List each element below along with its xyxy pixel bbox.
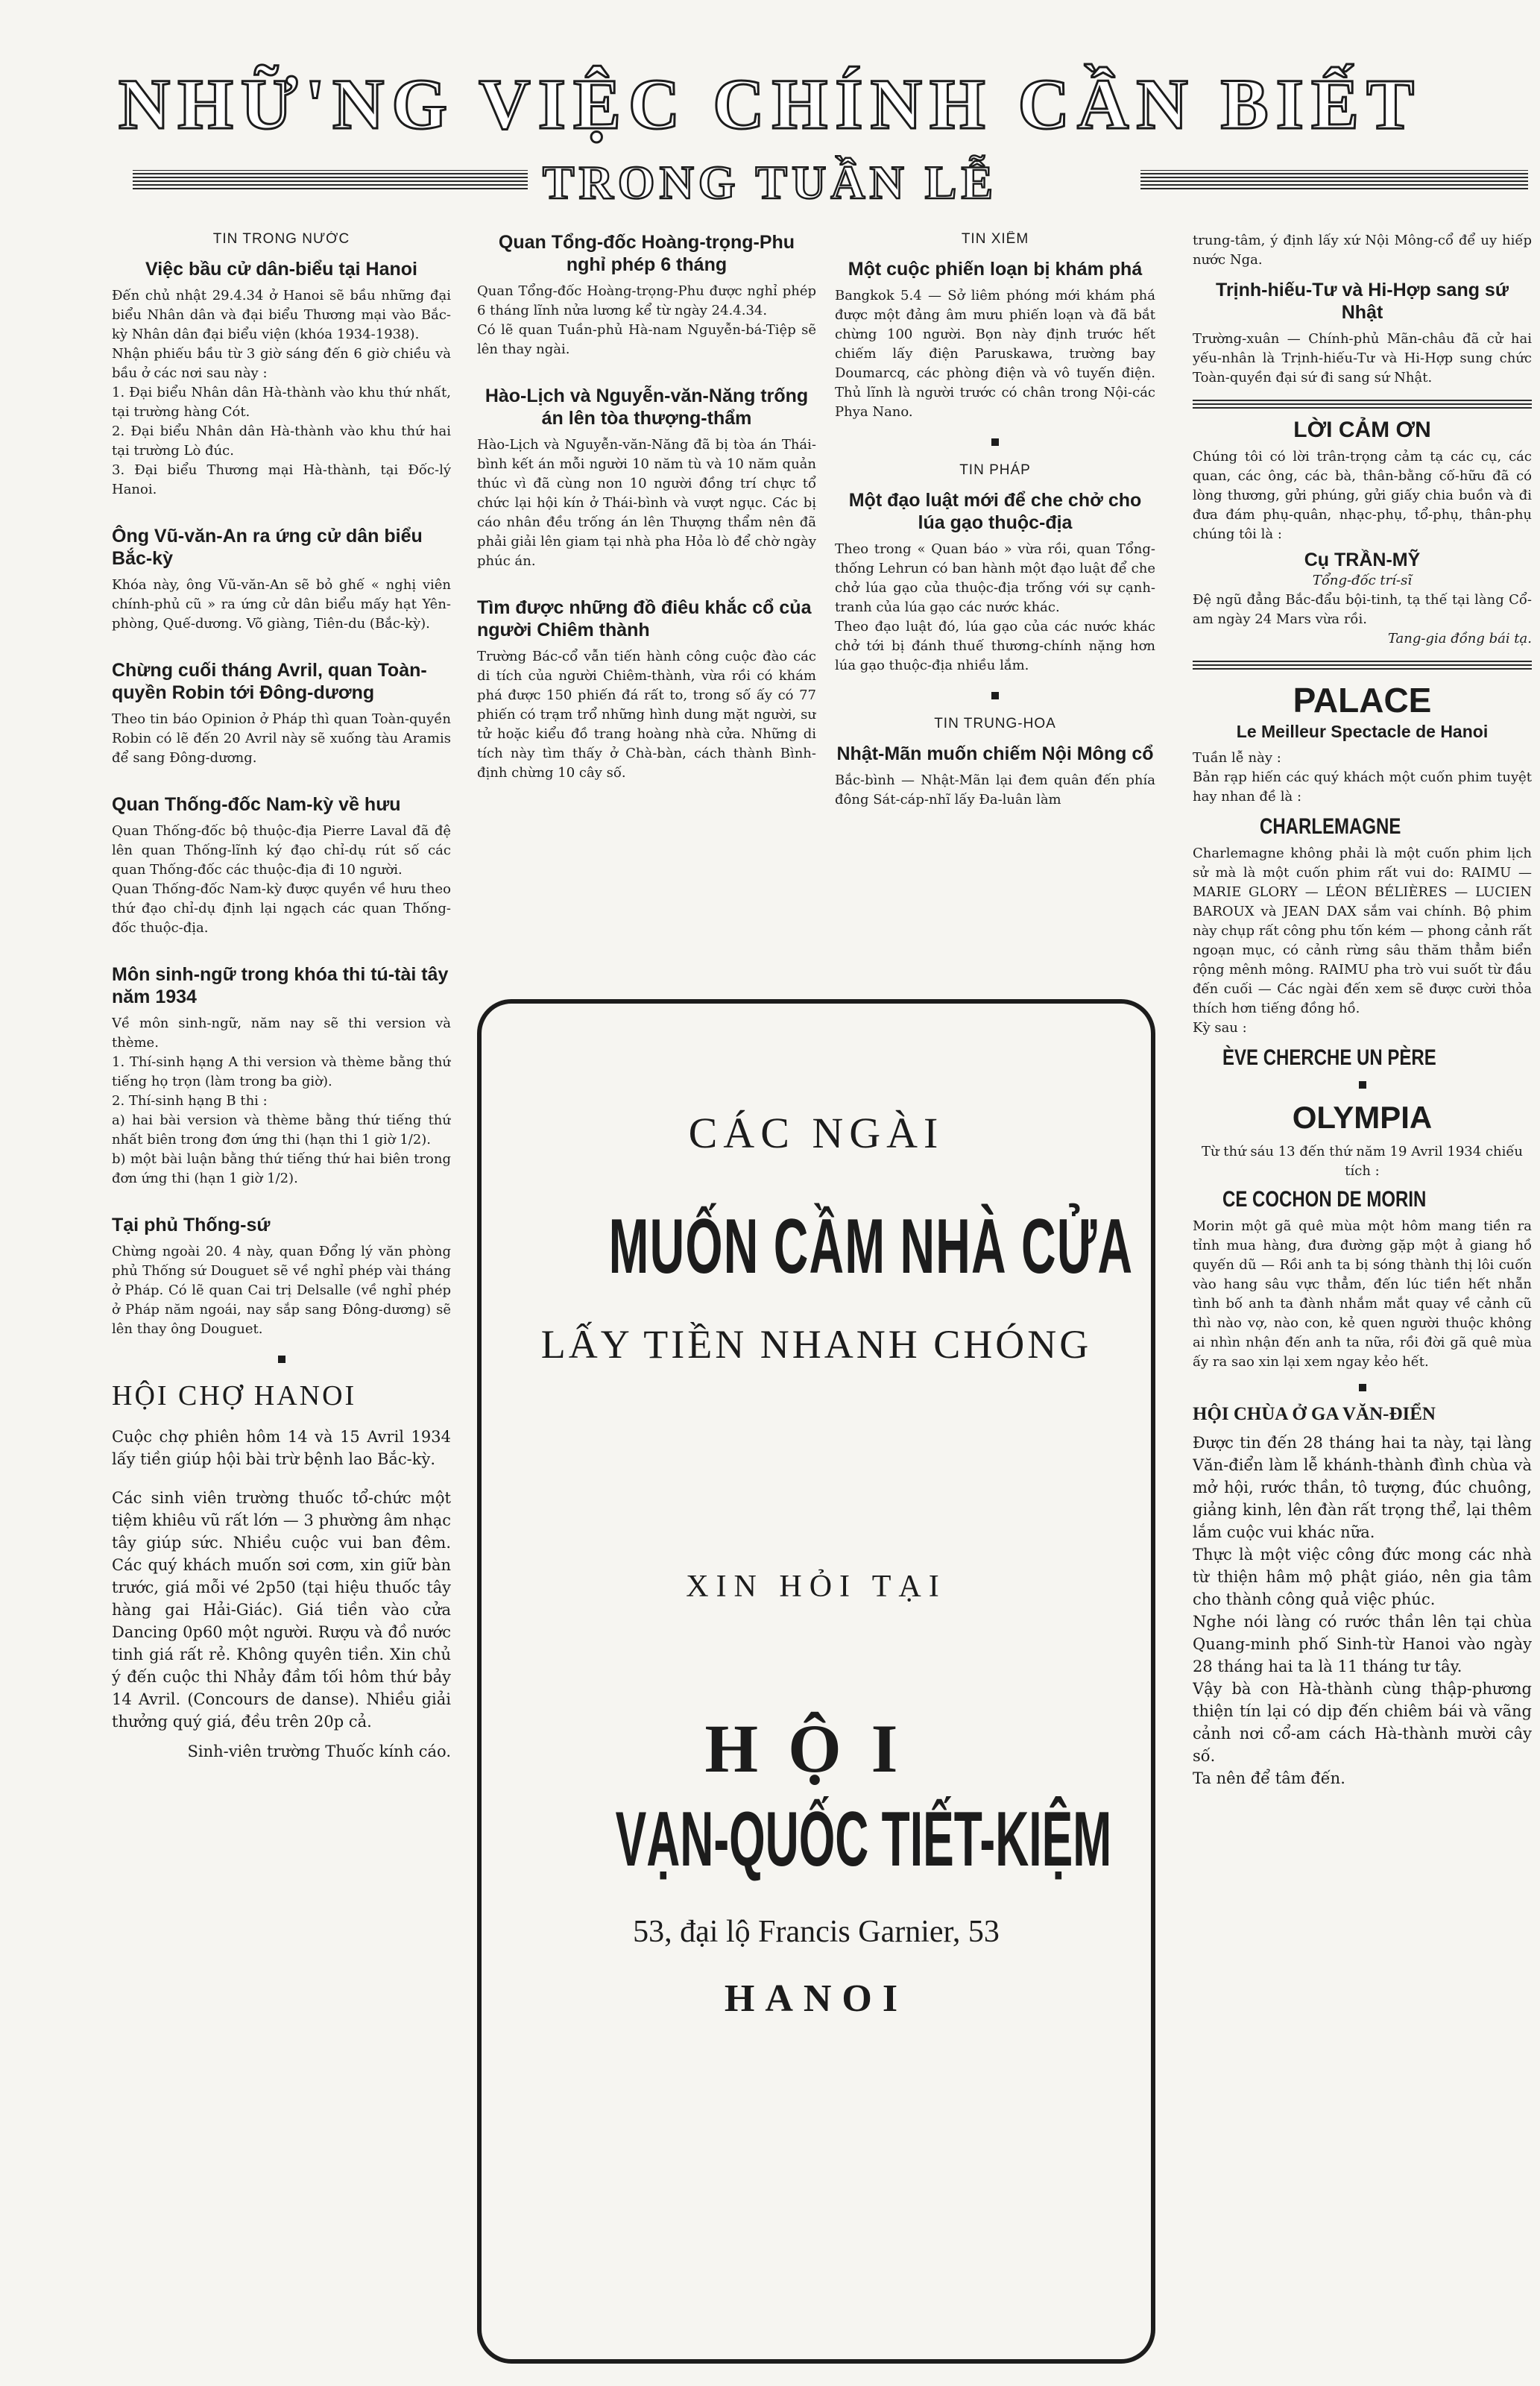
- headline: Việc bầu cử dân-biểu tại Hanoi: [145, 259, 417, 280]
- headline: Môn sinh-ngữ trong khóa thi tú-tài tây năm 1934: [112, 964, 449, 1007]
- paragraph: Charlemagne không phải là một cuốn phim lịch sử mà là một cuốn phim rất vui do: RAIMU — MARIE GLORY — LÉON BÉLIÈRES — LUCIEN BAROUX và JEAN DAX sắm vai chính. Bộ phim này chụp rất công phu tốn kém — phong cảnh rất ngoạn mục, có cảnh rừng sâu thăm thẳm biển rộng mênh mông. RAIMU pha trò vui suốt từ đầu đến cuối — Các ngài đến xem sẽ được cười thỏa thích hơn tiếng đồng hồ.: [1193, 846, 1532, 1016]
- masthead-title: NHỮ'NG VIỆC CHÍNH CẦN BIẾT: [118, 64, 1422, 144]
- film-title: CE COCHON DE MORIN: [1222, 1187, 1427, 1212]
- headline: Tìm được những đồ điêu khắc cổ của người Chiêm thành: [477, 597, 812, 640]
- section-france: TIN PHÁP: [959, 462, 1031, 478]
- column-domestic-news-2: [477, 231, 816, 992]
- cinema-palace-title: PALACE: [1293, 681, 1432, 720]
- paragraph: Các sinh viên trường thuốc tổ-chức một tiệm khiêu vũ rất lớn — 3 phường âm nhạc tây giúp sức. Nhiều cuộc vui ban đêm. Các quý khách muốn sơi cơm, xin giữ bàn trước, giá mỗi vé 2p50 (tại hiệu thuốc tây hàng gai Hải-Giác). Giá tiền vào cửa Dancing 0p60 một người. Rượu và đồ nước tinh giá rất rẻ. Không quyên tiền. Xin chủ ý đến cuộc thi Nhảy đầm tối hôm thứ bảy 14 Avril. (Concours de danse). Nhiều giải thưởng quý giá, đều trên 20p cả.: [112, 1489, 451, 1731]
- paragraph: Bangkok 5.4 — Sở liêm phóng mới khám phá được một đảng âm mưu phiến loạn và đã bắt chừng 100 người. Bọn này định trước hết chiếm lấy điện Paruskawa, trường bay Doumarcq, các phòng điện và vô tuyến điện. Thủ lĩnh là người trước có chân trong Nội-các Phya Nano.: [835, 288, 1155, 420]
- paragraph: Từ thứ sáu 13 đến thứ năm 19 Avril 1934 chiếu tích :: [1201, 1144, 1524, 1179]
- paragraph: Đệ ngũ đẳng Bắc-đẩu bội-tinh, tạ thế tại làng Cổ-am ngày 24 Mars vừa rồi.: [1193, 592, 1532, 627]
- paragraph: Ta nên để tâm đến.: [1193, 1769, 1345, 1787]
- paragraph: a) hai bài version và thème bằng thứ tiếng thứ nhất biên trong đơn ứng thi (hạn thi 1 giờ 1/2).: [112, 1112, 451, 1148]
- paragraph: Cuộc chợ phiên hôm 14 và 15 Avril 1934 lấy tiền giúp hội bài trừ bệnh lao Bắc-kỳ.: [112, 1428, 451, 1468]
- ad-line: HỘI: [704, 1710, 928, 1787]
- paragraph: Theo trong « Quan báo » vừa rồi, quan Tổng-thống Lehrun có ban hành một đạo luật để che chở lúa gạo của thuộc-địa trống với sự cạnh-tranh của lúa gạo các nước khác.: [835, 541, 1155, 615]
- paragraph: Được tin đến 28 tháng hai ta này, tại làng Văn-điển làm lễ khánh-thành đình chùa và mở hội, rước thần, tô tượng, đúc chuông, giảng kinh, lên đàn rất trọng thể, lại thêm lắm cuộc vui khác nữa.: [1193, 1434, 1532, 1541]
- cinema-palace-subtitle: Le Meilleur Spectacle de Hanoi: [1236, 722, 1489, 741]
- signature: Tang-gia đồng bái tạ.: [1387, 631, 1532, 646]
- ad-address: 53, đại lộ Francis Garnier, 53: [633, 1915, 1000, 1949]
- paragraph: Morin một gã quê mùa một hôm mang tiền ra tỉnh mua hàng, đưa đường gặp một ả giang hồ quyến dũ — Rồi anh ta bị sóng thành thị lôi cuốn vào hang sâu vực thẳm, đến lúc tiền hết nhẵn tình bố anh ta đành nhắm mắt quay về cảnh cũ thì nào vợ, nào con, kẻ quen người thuộc không ai nhìn nhận đến anh ta nữa, rồi đời gã quê mùa ấy ra sao xin lại xem ngay kẻo hết.: [1193, 1218, 1532, 1370]
- deceased-name: Cụ TRẦN-MỸ: [1304, 550, 1421, 570]
- paragraph: 1. Thí-sinh hạng A thi version và thème bằng thứ tiếng họ trọn (làm trong ba giờ).: [112, 1054, 451, 1089]
- paragraph: Có lẽ quan Tuần-phủ Hà-nam Nguyễn-bá-Tiệp sẽ lên thay ngài.: [477, 322, 816, 357]
- hatch-divider: [1193, 398, 1532, 409]
- paragraph: Khóa này, ông Vũ-văn-An sẽ bỏ ghế « nghị viên chính-phủ cũ » ra ứng cử dân biểu mấy hạt Yên-phòng, Quế-dương. Võ giàng, Tiên-du (Bắc-kỳ).: [112, 577, 451, 632]
- paragraph: Kỳ sau :: [1193, 1020, 1247, 1036]
- headline: Quan Thống-đốc Nam-kỳ về hưu: [112, 794, 401, 815]
- paragraph: 1. Đại biểu Nhân dân Hà-thành vào khu thứ nhất, tại trường hàng Cót.: [112, 385, 451, 420]
- paragraph: Về môn sinh-ngữ, năm nay sẽ thi version và thème.: [112, 1016, 451, 1051]
- paragraph: Trường-xuân — Chính-phủ Mãn-châu đã cử hai yếu-nhân là Trịnh-hiếu-Tư và Hi-Hợp sung chức Toàn-quyền đại sứ đi sang sứ Nhật.: [1193, 331, 1532, 385]
- column-foreign-news: [835, 231, 1155, 992]
- headline: Trịnh-hiếu-Tư và Hi-Hợp sang sứ Nhật: [1216, 280, 1509, 323]
- headline: Quan Tổng-đốc Hoàng-trọng-Phu nghỉ phép 6 tháng: [498, 232, 795, 275]
- headline-fair: HỘI CHỢ HANOI: [112, 1380, 357, 1411]
- paragraph: 2. Thí-sinh hạng B thi :: [112, 1093, 268, 1109]
- thanks-title: LỜI CẢM ƠN: [1293, 418, 1431, 442]
- signature: Sinh-viên trường Thuốc kính cáo.: [187, 1743, 451, 1760]
- section-domestic: TIN TRONG NƯỚC: [212, 231, 350, 247]
- paragraph: Quan Thống-đốc Nam-kỳ được quyền về hưu theo thứ đạo chỉ-dụ định lại ngạch các quan Thống-đốc thuộc-địa.: [112, 881, 451, 936]
- paragraph: Chúng tôi có lời trân-trọng cảm tạ các cụ, các quan, các ông, các bà, thân-bằng cố-hữu đã có lòng thương, gửi phúng, gửi giấy chia buồn và đi đưa đám phụ-quân, nhạc-phụ, tổ-phụ, thân-phụ chúng tôi là :: [1193, 449, 1532, 542]
- paragraph: Đến chủ nhật 29.4.34 ở Hanoi sẽ bầu những đại biểu Nhân dân và đại biểu Thương mại vào Bắc-kỳ Nhân dân đại biểu viện (khóa 1934-1938).: [112, 288, 451, 342]
- paragraph: Quan Thống-đốc bộ thuộc-địa Pierre Laval đã đệ lên quan Thống-lĩnh ký đạo chỉ-dụ rút số các quan Thống-đốc các thuộc-địa đi 10 người.: [112, 823, 451, 878]
- ad-line: LẤY TIỀN NHANH CHÓNG: [540, 1322, 1092, 1367]
- paragraph: Hào-Lịch và Nguyễn-văn-Năng đã bị tòa án Thái-bình kết án mỗi người 10 năm tù và 10 năm quản thúc vì đã cùng non 10 người đồng trí chực tổ chức lại hội kín ở Thái-bình và vượt ngục. Các bị cáo nhân đều trống án lên Thượng thẩm nên đã phải giải lên giam tại nhà pha Hỏa lò để chờ ngày phúc án.: [477, 437, 816, 569]
- cinema-olympia-title: OLYMPIA: [1292, 1100, 1433, 1135]
- separator-square: [991, 692, 999, 699]
- paragraph: Quan Tổng-đốc Hoàng-trọng-Phu được nghỉ phép 6 tháng lĩnh nửa lương kể từ ngày 24.4.34.: [477, 283, 816, 318]
- paragraph: Vậy bà con Hà-thành cùng thập-phương thiện tín lại có dịp đến chiêm bái và vãng cảnh nơi cổ-am cách Hà-thành mười cây số.: [1193, 1680, 1532, 1765]
- ad-line: CÁC NGÀI: [688, 1109, 944, 1157]
- paragraph: trung-tâm, ý định lấy xứ Nội Mông-cổ để uy hiếp nước Nga.: [1193, 233, 1532, 268]
- section-siam: TIN XIÊM: [961, 231, 1029, 247]
- headline: Một cuộc phiến loạn bị khám phá: [848, 259, 1143, 280]
- ad-line: XIN HỎI TẠI: [686, 1570, 947, 1604]
- paragraph: Theo đạo luật đó, lúa gạo của các nước khác chở tới bị đánh thuế thương-chính nặng hơn lúa gạo thuộc-địa nhiều lắm.: [835, 619, 1155, 673]
- headline: Tại phủ Thống-sứ: [112, 1215, 271, 1236]
- paragraph: Trường Bác-cổ vẫn tiến hành công cuộc đào các di tích của người Chiêm-thành, vừa rồi có khám phá được 150 phiến đá rất to, trong số ấy có 77 phiến có trạm trổ những hình dung mặt người, sư tử hoặc kiểu đồ trang hoàng nhà cửa. Những di tích này tìm thấy ở Chà-bàn, cách thành Bình-định chừng 10 cây số.: [477, 649, 816, 781]
- film-title: CHARLEMAGNE: [1260, 814, 1401, 839]
- separator-square: [1359, 1384, 1366, 1391]
- paragraph: b) một bài luận bằng thứ tiếng thứ hai biên trong đơn ứng thi (hạn 1 giờ 1/2).: [112, 1151, 451, 1186]
- section-china: TIN TRUNG-HOA: [934, 716, 1056, 731]
- headline: Một đạo luật mới để che chở cho lúa gạo thuộc-địa: [848, 490, 1142, 533]
- hatch-divider: [1193, 659, 1532, 670]
- film-title: ÈVE CHERCHE UN PÈRE: [1222, 1045, 1436, 1070]
- column-notices: [1193, 231, 1532, 2364]
- masthead-hatch-right: [1140, 170, 1528, 189]
- headline: Ông Vũ-văn-An ra ứng cử dân biểu Bắc-kỳ: [112, 526, 423, 569]
- paragraph: Bản rạp hiến các quý khách một cuốn phim tuyệt hay nhan đề là :: [1193, 769, 1532, 805]
- paragraph: 2. Đại biểu Nhân dân Hà-thành vào khu thứ hai tại trường Lò đúc.: [112, 424, 451, 459]
- paragraph: Thực là một việc công đức mong các nhà từ thiện hâm mộ phật giáo, nên gia tâm cho thành công quả việc phúc.: [1193, 1546, 1532, 1608]
- ad-headline: MUỐN CẦM NHÀ CỬA: [608, 1203, 1134, 1290]
- ad-company-name: VẠN-QUỐC TIẾT-KIỆM: [615, 1796, 1112, 1883]
- separator-square: [991, 438, 999, 446]
- paragraph: Tuần lễ này :: [1193, 750, 1281, 766]
- column-domestic-news: [112, 231, 451, 2364]
- headline: Hào-Lịch và Nguyễn-văn-Năng trống án lên tòa thượng-thẩm: [485, 385, 809, 429]
- ad-city: HANOI: [724, 1977, 909, 2020]
- deceased-role: Tổng-đốc trí-sĩ: [1312, 573, 1413, 588]
- headline: Chừng cuối tháng Avril, quan Toàn-quyền Robin tới Đông-dương: [112, 660, 427, 703]
- separator-square: [278, 1356, 285, 1363]
- headline: Nhật-Mãn muốn chiếm Nội Mông cổ: [836, 743, 1154, 764]
- paragraph: Bắc-bình — Nhật-Mãn lại đem quân đến phía đông Sát-cáp-nhĩ lấy Đa-luân làm: [835, 772, 1155, 808]
- paragraph: Nghe nói làng có rước thần lên tại chùa Quang-minh phố Sinh-từ Hanoi vào ngày 28 tháng hai ta là 11 tháng tư tây.: [1193, 1613, 1532, 1675]
- advertisement-box: [477, 999, 1155, 2364]
- separator-square: [1359, 1081, 1366, 1089]
- paragraph: 3. Đại biểu Thương mại Hà-thành, tại Đốc-lý Hanoi.: [112, 462, 451, 497]
- masthead-subtitle: TRONG TUẦN LỄ: [542, 156, 998, 209]
- headline: HỘI CHÙA Ở GA VĂN-ĐIỂN: [1193, 1404, 1436, 1424]
- paragraph: Chừng ngoài 20. 4 này, quan Đổng lý văn phòng phủ Thống sứ Douguet sẽ về nghỉ phép vài tháng ở Pháp. Có lẽ quan Cai trị Delsalle (về nghỉ phép ở Pháp năm ngoái, nay sắp sang Đông-dương) sẽ lên thay ông Douguet.: [112, 1244, 451, 1337]
- paragraph: Nhận phiếu bầu từ 3 giờ sáng đến 6 giờ chiều và bầu ở các nơi sau này :: [112, 346, 451, 381]
- paragraph: Theo tin báo Opinion ở Pháp thì quan Toàn-quyền Robin có lẽ đến 20 Avril này sẽ xuống tàu Aramis để sang Đông-dương.: [112, 711, 451, 766]
